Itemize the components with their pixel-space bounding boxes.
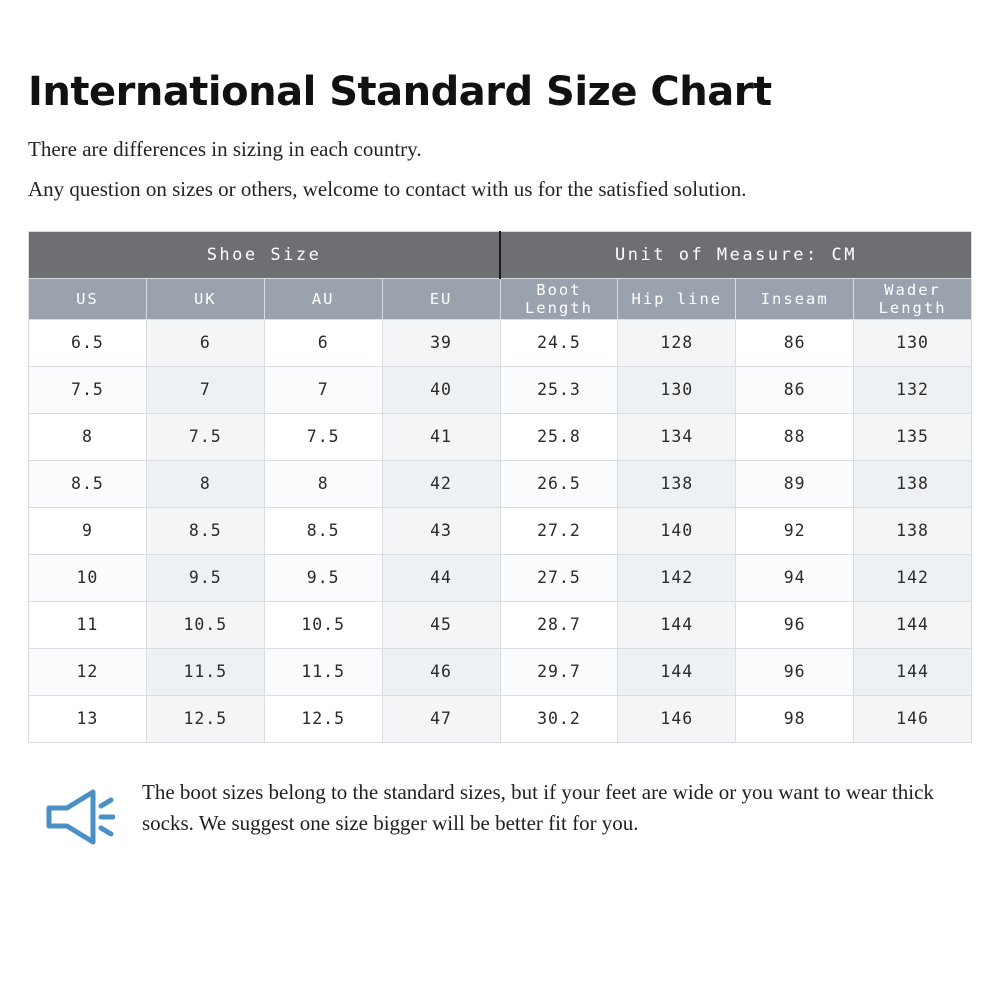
cell-us: 9 — [29, 507, 147, 554]
cell-eu: 39 — [382, 319, 500, 366]
table-row — [29, 413, 972, 460]
cell-au: 11.5 — [264, 648, 382, 695]
cell-uk: 8 — [146, 460, 264, 507]
cell-boot-length: 26.5 — [500, 460, 618, 507]
cell-inseam: 89 — [736, 460, 854, 507]
cell-boot-length: 30.2 — [500, 695, 618, 742]
intro-line-1: There are differences in sizing in each country. — [28, 137, 422, 161]
cell-hip-line: 144 — [618, 648, 736, 695]
cell-wader-length: 144 — [854, 648, 972, 695]
cell-hip-line: 146 — [618, 695, 736, 742]
table-row — [29, 366, 972, 413]
table-row — [29, 460, 972, 507]
cell-boot-length: 25.3 — [500, 366, 618, 413]
cell-au: 6 — [264, 319, 382, 366]
note-text: The boot sizes belong to the standard sizes, but if your feet are wide or you want to wear thick socks. We suggest one size bigger will be better fit for you. — [142, 779, 934, 835]
cell-au: 8 — [264, 460, 382, 507]
cell-us: 11 — [29, 601, 147, 648]
cell-wader-length: 138 — [854, 507, 972, 554]
cell-us: 7.5 — [29, 366, 147, 413]
column-header-hip-line: Hip line — [618, 278, 736, 319]
cell-us: 13 — [29, 695, 147, 742]
cell-eu: 42 — [382, 460, 500, 507]
table-row — [29, 648, 972, 695]
cell-hip-line: 134 — [618, 413, 736, 460]
cell-boot-length: 27.5 — [500, 554, 618, 601]
cell-us: 8.5 — [29, 460, 147, 507]
cell-us: 6.5 — [29, 319, 147, 366]
group-header-shoe-size: Shoe Size — [29, 231, 501, 278]
cell-hip-line: 140 — [618, 507, 736, 554]
cell-au: 9.5 — [264, 554, 382, 601]
cell-eu: 47 — [382, 695, 500, 742]
cell-hip-line: 138 — [618, 460, 736, 507]
cell-eu: 44 — [382, 554, 500, 601]
cell-wader-length: 138 — [854, 460, 972, 507]
cell-uk: 6 — [146, 319, 264, 366]
cell-au: 12.5 — [264, 695, 382, 742]
cell-inseam: 96 — [736, 601, 854, 648]
cell-au: 10.5 — [264, 601, 382, 648]
table-row — [29, 507, 972, 554]
cell-inseam: 86 — [736, 319, 854, 366]
cell-au: 8.5 — [264, 507, 382, 554]
cell-inseam: 86 — [736, 366, 854, 413]
cell-wader-length: 130 — [854, 319, 972, 366]
size-chart-table — [28, 231, 972, 743]
cell-hip-line: 128 — [618, 319, 736, 366]
cell-uk: 10.5 — [146, 601, 264, 648]
cell-eu: 40 — [382, 366, 500, 413]
cell-eu: 46 — [382, 648, 500, 695]
column-header-au: AU — [264, 278, 382, 319]
cell-uk: 7.5 — [146, 413, 264, 460]
column-header-row — [29, 278, 972, 319]
group-header-row — [29, 231, 972, 278]
cell-us: 10 — [29, 554, 147, 601]
cell-hip-line: 144 — [618, 601, 736, 648]
cell-uk: 11.5 — [146, 648, 264, 695]
cell-us: 8 — [29, 413, 147, 460]
cell-wader-length: 146 — [854, 695, 972, 742]
cell-au: 7.5 — [264, 413, 382, 460]
table-body — [29, 319, 972, 742]
column-header-boot-length: Boot Length — [500, 278, 618, 319]
cell-boot-length: 28.7 — [500, 601, 618, 648]
table-row — [29, 554, 972, 601]
group-header-unit-of-measure: Unit of Measure: CM — [500, 231, 972, 278]
column-header-uk: UK — [146, 278, 264, 319]
cell-wader-length: 135 — [854, 413, 972, 460]
size-table-wrapper — [28, 231, 972, 743]
column-header-wader-length: Wader Length — [854, 278, 972, 319]
table-row — [29, 695, 972, 742]
cell-au: 7 — [264, 366, 382, 413]
cell-boot-length: 25.8 — [500, 413, 618, 460]
note-block — [28, 777, 972, 853]
cell-uk: 9.5 — [146, 554, 264, 601]
cell-wader-length: 132 — [854, 366, 972, 413]
cell-inseam: 98 — [736, 695, 854, 742]
table-head — [29, 231, 972, 319]
cell-eu: 41 — [382, 413, 500, 460]
intro-line-2: Any question on sizes or others, welcome to contact with us for the satisfied solution. — [28, 177, 747, 202]
column-header-eu: EU — [382, 278, 500, 319]
cell-inseam: 92 — [736, 507, 854, 554]
cell-uk: 8.5 — [146, 507, 264, 554]
column-header-inseam: Inseam — [736, 278, 854, 319]
cell-eu: 45 — [382, 601, 500, 648]
cell-inseam: 88 — [736, 413, 854, 460]
cell-uk: 12.5 — [146, 695, 264, 742]
cell-inseam: 96 — [736, 648, 854, 695]
cell-uk: 7 — [146, 366, 264, 413]
table-row — [29, 601, 972, 648]
cell-wader-length: 144 — [854, 601, 972, 648]
cell-boot-length: 27.2 — [500, 507, 618, 554]
cell-hip-line: 130 — [618, 366, 736, 413]
cell-inseam: 94 — [736, 554, 854, 601]
cell-hip-line: 142 — [618, 554, 736, 601]
cell-us: 12 — [29, 648, 147, 695]
page-title: International Standard Size Chart — [28, 69, 772, 115]
cell-eu: 43 — [382, 507, 500, 554]
cell-boot-length: 29.7 — [500, 648, 618, 695]
table-row — [29, 319, 972, 366]
column-header-us: US — [29, 278, 147, 319]
cell-boot-length: 24.5 — [500, 319, 618, 366]
megaphone-icon — [32, 781, 120, 853]
cell-wader-length: 142 — [854, 554, 972, 601]
